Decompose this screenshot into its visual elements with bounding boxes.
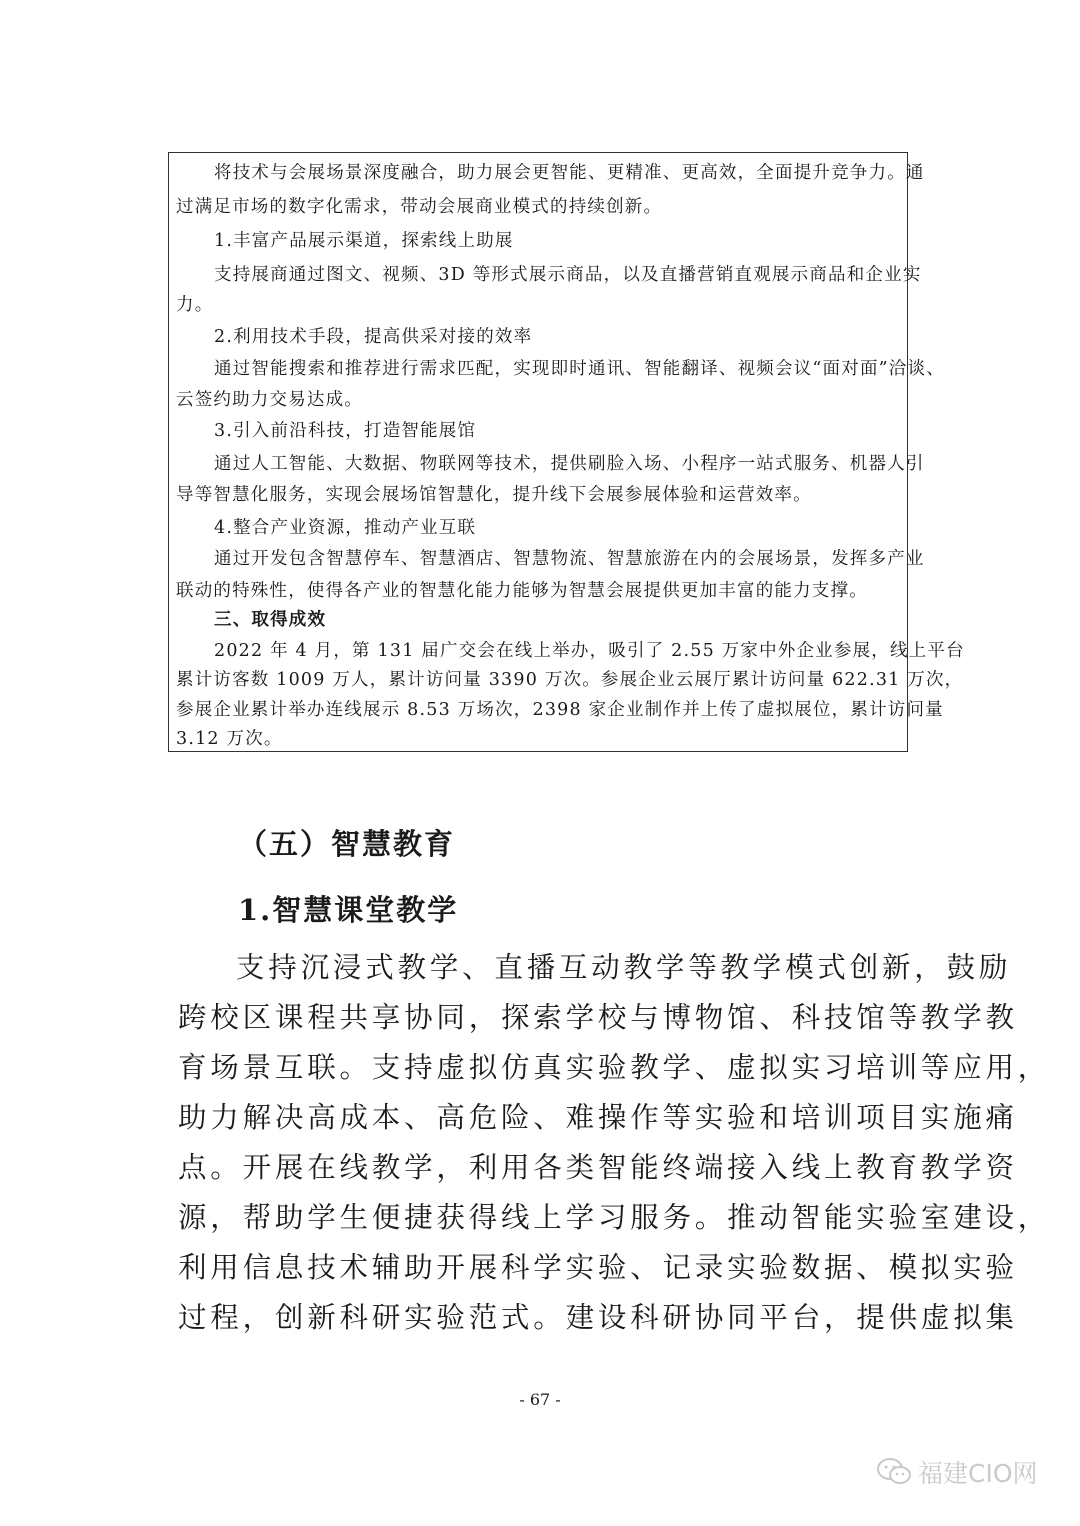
box-paragraph-line: 云签约助力交易达成。 [176,390,363,410]
box-subheading: 3.引入前沿科技，打造智能展馆 [214,421,477,441]
box-paragraph-line: 通过智能搜索和推荐进行需求匹配，实现即时通讯、智能翻译、视频会议“面对面”洽谈、 [214,359,945,379]
watermark [876,1454,1038,1490]
wechat-icon [876,1456,912,1488]
body-paragraph-line: 育场景互联。支持虚拟仿真实验教学、虚拟实习培训等应用， [178,1051,1051,1084]
box-paragraph-line: 支持展商通过图文、视频、3D 等形式展示商品，以及直播营销直观展示商品和企业实 [214,265,922,285]
box-paragraph-line: 参展企业累计举办连线展示 8.53 万场次，2398 家企业制作并上传了虚拟展位，累计访问量 [176,700,944,720]
box-paragraph-line: 将技术与会展场景深度融合，助力展会更智能、更精准、更高效，全面提升竞争力。通 [214,163,925,183]
box-paragraph-line: 通过开发包含智慧停车、智慧酒店、智慧物流、智慧旅游在内的会展场景，发挥多产业 [214,549,925,569]
box-paragraph-line: 累计访客数 1009 万人，累计访问量 3390 万次。参展企业云展厅累计访问量 622.31 万次， [176,670,964,690]
box-subheading: 1.丰富产品展示渠道，探索线上助展 [214,231,514,251]
box-paragraph-line: 3.12 万次。 [176,729,283,749]
section-heading: （五）智慧教育 [238,827,456,861]
watermark-text: 福建CIO网 [918,1459,1038,1488]
box-paragraph-line: 力。 [176,295,214,315]
box-paragraph-line: 2022 年 4 月，第 131 届广交会在线上举办，吸引了 2.55 万家中外企业参展，线上平台 [214,641,965,661]
page-number: - 67 - [519,1390,561,1409]
box-subheading: 4.整合产业资源，推动产业互联 [214,518,477,538]
box-paragraph-line: 导等智慧化服务，实现会展场馆智慧化，提升线下会展参展体验和运营效率。 [176,485,812,505]
subsection-heading: 1.智慧课堂教学 [238,893,459,927]
body-paragraph-line: 助力解决高成本、高危险、难操作等实验和培训项目实施痛 [178,1101,1018,1134]
body-paragraph-line: 过程，创新科研实验范式。建设科研协同平台，提供虚拟集 [178,1301,1018,1334]
body-paragraph-line: 源，帮助学生便捷获得线上学习服务。推动智能实验室建设， [178,1201,1051,1234]
box-paragraph-line: 联动的特殊性，使得各产业的智慧化能力能够为智慧会展提供更加丰富的能力支撑。 [176,581,868,601]
box-paragraph-line: 过满足市场的数字化需求，带动会展商业模式的持续创新。 [176,197,663,217]
body-paragraph-line: 跨校区课程共享协同，探索学校与博物馆、科技馆等教学教 [178,1001,1018,1034]
body-paragraph-line: 点。开展在线教学，利用各类智能终端接入线上教育教学资 [178,1151,1018,1184]
box-section-heading: 三、取得成效 [214,610,327,630]
body-paragraph-line: 利用信息技术辅助开展科学实验、记录实验数据、模拟实验 [178,1251,1018,1284]
box-subheading: 2.利用技术手段，提高供采对接的效率 [214,327,533,347]
body-paragraph-line: 支持沉浸式教学、直播互动教学等教学模式创新，鼓励 [236,951,1012,984]
box-paragraph-line: 通过人工智能、大数据、物联网等技术，提供刷脸入场、小程序一站式服务、机器人引 [214,454,925,474]
